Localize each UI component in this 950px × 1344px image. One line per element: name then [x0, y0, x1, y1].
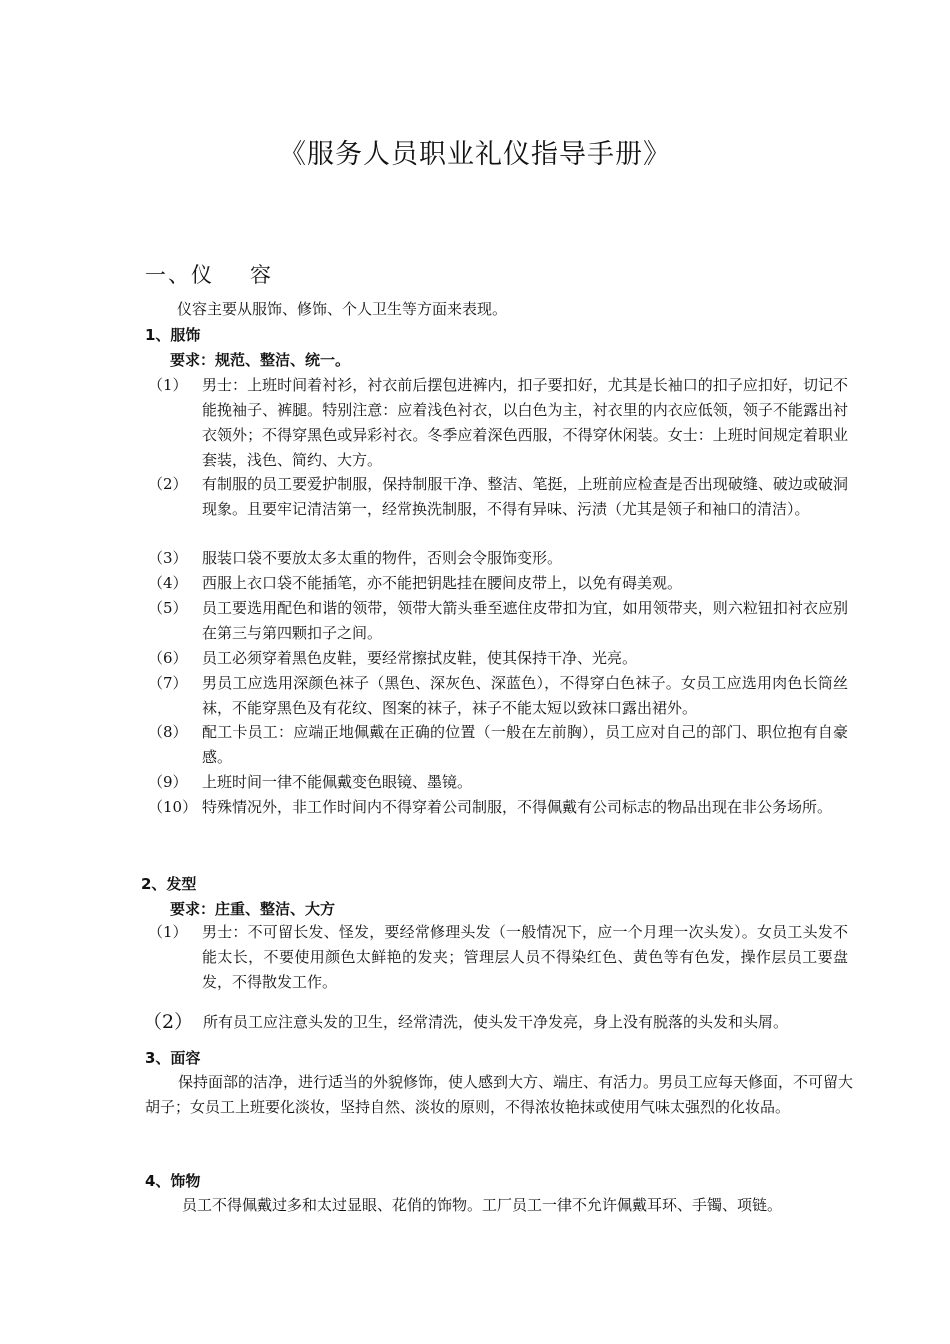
- list-item-text: 员工要选用配色和谐的领带，领带大箭头垂至遮住皮带扣为宜，如用领带夹，则六粒钮扣衬衣应别在第三与第四颗扣子之间。: [202, 599, 848, 642]
- list-item-number: （3）: [148, 549, 188, 567]
- list-item-text: 有制服的员工要爱护制服，保持制服干净、整洁、笔挺，上班前应检查是否出现破缝、破边或破洞现象。且要牢记清洁第一，经常换洗制服，不得有异味、污渍（尤其是领子和袖口的清洁）。: [202, 475, 848, 518]
- section-heading-face: 3、面容: [145, 1049, 201, 1067]
- chapter-char-2: 容: [250, 263, 273, 287]
- list-item-number: （10）: [148, 798, 198, 816]
- chapter-heading: [145, 259, 273, 289]
- chapter-number: 一、: [145, 263, 191, 287]
- list-item-number: （4）: [148, 574, 188, 592]
- list-item-number: （5）: [148, 599, 188, 617]
- chapter-char-1: 仪: [191, 263, 214, 287]
- list-item: [148, 720, 848, 770]
- list-item-number: （2）: [143, 1011, 194, 1033]
- list-item: [148, 671, 848, 721]
- document-title: 《服务人员职业礼仪指导手册》: [279, 139, 671, 170]
- list-item-number: （6）: [148, 649, 188, 667]
- face-paragraph: 保持面部的洁净，进行适当的外貌修饰，使人感到大方、端庄、有活力。男员工应每天修面，不可留大胡子；女员工上班要化淡妆，坚持自然、淡妆的原则，不得浓妆艳抹或使用气味太强烈的化妆品。: [145, 1073, 854, 1116]
- list-item-number: （2）: [148, 475, 188, 493]
- accessories-paragraph: 员工不得佩戴过多和太过显眼、花俏的饰物。工厂员工一律不允许佩戴耳环、手镯、项链。: [182, 1196, 783, 1214]
- list-item: [148, 546, 848, 571]
- list-item-number: （1）: [148, 923, 188, 941]
- list-item-text: 上班时间一律不能佩戴变色眼镜、墨镜。: [202, 773, 473, 791]
- list-item-text: 男士：不可留长发、怪发，要经常修理头发（一般情况下，应一个月理一次头发）。女员工头发不能太长，不要使用颜色太鲜艳的发夹；管理层人员不得染红色、黄色等有色发，操作层员工要盘发，不得散发工作。: [202, 923, 848, 991]
- list-item-number: （9）: [148, 773, 188, 791]
- list-item: [148, 373, 848, 473]
- list-item-number: （7）: [148, 674, 188, 692]
- list-item: [148, 646, 848, 671]
- list-item: [143, 1010, 855, 1035]
- hair-requirement: 要求：庄重、整洁、大方: [170, 900, 336, 918]
- list-item: [148, 795, 848, 820]
- list-item: [148, 770, 848, 795]
- list-item-text: 员工必须穿着黑色皮鞋，要经常擦拭皮鞋，使其保持干净、光亮。: [202, 649, 638, 667]
- list-item: [148, 920, 848, 995]
- list-item-text: 男士：上班时间着衬衫，衬衣前后摆包进裤内，扣子要扣好，尤其是长袖口的扣子应扣好，切记不能挽袖子、裤腿。特别注意：应着浅色衬衣，以白色为主，衬衣里的内衣应低领，领子不能露出衬衣领外；不得穿黑色或异彩衬衣。冬季应着深色西服，不得穿休闲装。女士：上班时间规定着职业套装，浅色、简约、大方。: [202, 376, 848, 469]
- intro-paragraph: 仪容主要从服饰、修饰、个人卫生等方面来表现。: [177, 300, 508, 318]
- section-heading-hair: 2、发型: [141, 875, 197, 893]
- list-item-text: 男员工应选用深颜色袜子（黑色、深灰色、深蓝色），不得穿白色袜子。女员工应选用肉色长筒丝袜，不能穿黑色及有花纹、图案的袜子，袜子不能太短以致袜口露出裙外。: [202, 674, 848, 717]
- list-item-number: （8）: [148, 723, 188, 741]
- list-item-text: 配工卡员工：应端正地佩戴在正确的位置（一般在左前胸），员工应对自己的部门、职位抱有自豪感。: [202, 723, 848, 766]
- list-item: [148, 472, 848, 522]
- section-heading-clothing: 1、服饰: [145, 326, 201, 344]
- list-item-text: 特殊情况外，非工作时间内不得穿着公司制服，不得佩戴有公司标志的物品出现在非公务场所。: [202, 798, 833, 816]
- list-item: [148, 571, 848, 596]
- list-item: [148, 596, 848, 646]
- section-heading-accessories: 4、饰物: [145, 1172, 201, 1190]
- list-item-text: 所有员工应注意头发的卫生，经常清洗，使头发干净发亮，身上没有脱落的头发和头屑。: [203, 1013, 789, 1031]
- list-item-number: （1）: [148, 376, 188, 394]
- clothing-requirement: 要求：规范、整洁、统一。: [170, 351, 351, 369]
- list-item-text: 服装口袋不要放太多太重的物件，否则会令服饰变形。: [202, 549, 563, 567]
- list-item-text: 西服上衣口袋不能插笔，亦不能把钥匙挂在腰间皮带上，以免有碍美观。: [202, 574, 683, 592]
